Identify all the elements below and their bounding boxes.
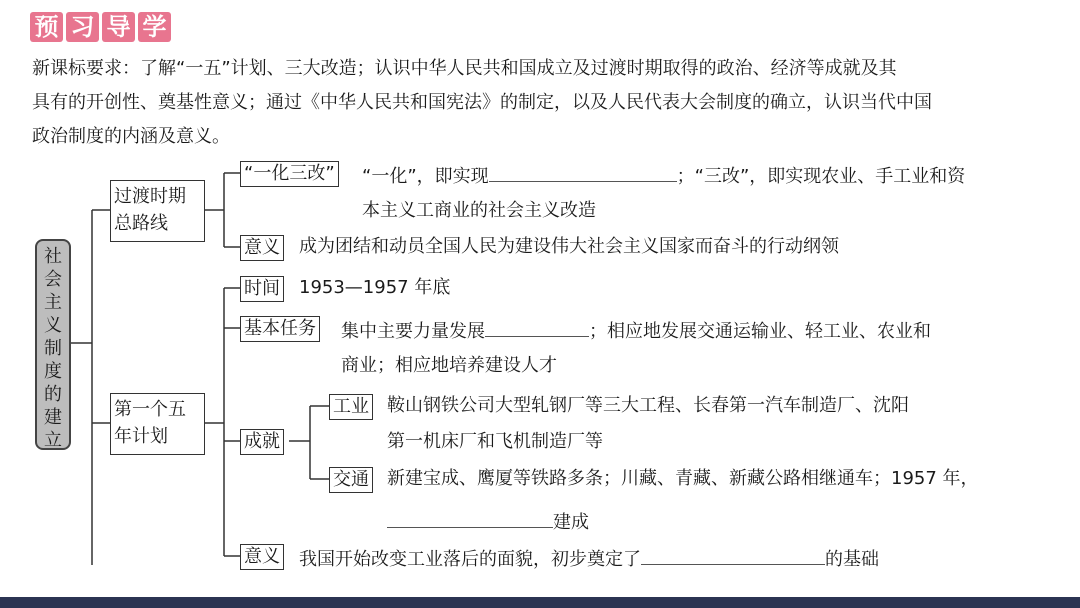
basic-task-line-1 [341,316,931,344]
time-text: 1953—1957 年底 [299,277,451,298]
root-node [35,239,71,450]
header-char-4: 学 [138,12,171,42]
transport-line-2 [387,507,589,535]
header-char-3: 导 [102,12,135,42]
requirement-line-3: 政治制度的内涵及意义。 [32,126,230,147]
meaning-prefix: 我国开始改变工业落后的面貌，初步奠定了 [299,549,641,570]
yihua-suffix: ；“三改”，即实现农业、手工业和资 [676,166,966,187]
transport-box: 交通 [329,467,373,493]
requirement-line-2: 具有的开创性、奠基性意义；通过《中华人民共和国宪法》的制定，以及人民代表大会制度的确立，认识当代中国 [32,92,932,113]
time-box: 时间 [240,276,284,302]
basic-task-box: 基本任务 [240,316,320,342]
yihua-sangai-box: “一化三改” [240,161,339,187]
branch-transition-node [110,180,205,242]
yihua-blank[interactable] [489,161,677,182]
branch-transition-label-b: 总路线 [114,213,168,234]
task-prefix: 集中主要力量发展 [341,321,485,342]
meaning-blank[interactable] [641,544,825,565]
industry-line-2: 第一机床厂和飞机制造厂等 [387,431,603,452]
branch-five-year-label-a: 第一个五 [114,399,186,420]
requirement-line-1: 新课标要求：了解“一五”计划、三大改造；认识中华人民共和国成立及过渡时期取得的政治、经济等成就及其 [32,58,897,79]
yihua-sangai-line-1 [362,161,965,189]
yihua-sangai-line-2: 本主义工商业的社会主义改造 [362,200,596,221]
industry-line-1: 鞍山钢铁公司大型轧钢厂等三大工程、长春第一汽车制造厂、沈阳 [387,395,909,416]
root-label: 社会主义制度的建立 [44,246,62,451]
branch-transition-label-a: 过渡时期 [114,186,186,207]
header-char-2: 习 [66,12,99,42]
task-blank[interactable] [485,316,589,337]
transport-blank[interactable] [387,507,553,528]
transition-meaning-box: 意义 [240,235,284,261]
branch-five-year-label-b: 年计划 [114,426,168,447]
meaning-suffix: 的基础 [825,549,879,570]
industry-box: 工业 [329,394,373,420]
five-year-meaning-box: 意义 [240,544,284,570]
footer-bar [0,597,1080,608]
task-suffix: ；相应地发展交通运输业、轻工业、农业和 [589,321,931,342]
transport-line-1: 新建宝成、鹰厦等铁路多条；川藏、青藏、新藏公路相继通车；1957 年， [387,468,979,489]
header-char-1: 预 [30,12,63,42]
yihua-prefix: “一化”，即实现 [362,166,489,187]
transport-suffix: 建成 [553,512,589,533]
branch-five-year-plan-node [110,393,205,455]
five-year-meaning-text [299,544,879,572]
basic-task-line-2: 商业；相应地培养建设人才 [341,355,557,376]
transition-meaning-text: 成为团结和动员全国人民为建设伟大社会主义国家而奋斗的行动纲领 [299,236,839,257]
achievement-box: 成就 [240,429,284,455]
